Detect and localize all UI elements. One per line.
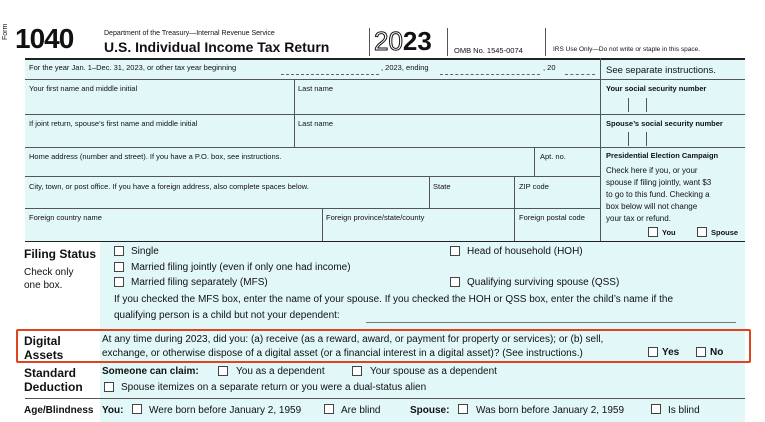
foreign-postal-label: Foreign postal code xyxy=(519,213,585,222)
home-address-label: Home address (number and street). If you have a P.O. box, see instructions. xyxy=(29,152,282,161)
campaign-line-3: to go to this fund. Checking a xyxy=(606,190,710,199)
tax-year-suffix: 23 xyxy=(402,26,432,56)
tax-year-label: For the year Jan. 1–Dec. 31, 2023, or other tax year beginning xyxy=(29,63,237,72)
spouse-blind-label: Is blind xyxy=(668,405,700,416)
campaign-you-label: You xyxy=(662,228,676,237)
single-label: Single xyxy=(131,246,159,257)
mfs-label: Married filing separately (MFS) xyxy=(131,277,268,288)
spouse-born-before-label: Was born before January 2, 1959 xyxy=(476,405,625,416)
campaign-you-checkbox[interactable] xyxy=(648,227,658,237)
spouse-itemizes-checkbox[interactable] xyxy=(104,382,114,392)
filing-status-note-2: qualifying person is a child but not your dependent: xyxy=(114,310,340,321)
apt-label: Apt. no. xyxy=(540,152,566,161)
mfs-checkbox[interactable] xyxy=(114,277,124,287)
filing-status-sub-2: one box. xyxy=(24,280,63,291)
filing-status-heading: Filing Status xyxy=(24,247,96,261)
filing-status-note-1: If you checked the MFS box, enter the name of your spouse. If you checked the HOH or QSS box, enter the child’s name if the xyxy=(114,294,673,305)
tax-year-ending-label: , 2023, ending xyxy=(381,63,429,72)
you-born-before-checkbox[interactable] xyxy=(132,404,142,414)
standard-deduction-heading-2: Deduction xyxy=(24,380,83,394)
spouse-as-dependent-checkbox[interactable] xyxy=(352,366,362,376)
qss-checkbox[interactable] xyxy=(450,277,460,287)
someone-can-claim-label: Someone can claim: xyxy=(102,366,199,377)
campaign-title: Presidential Election Campaign xyxy=(606,151,719,160)
digital-assets-question-2: exchange, or otherwise dispose of a digital asset (or a financial interest in a digital asset)? (See instructions.) xyxy=(102,348,583,359)
campaign-line-5: your tax or refund. xyxy=(606,214,671,223)
digital-assets-no-label: No xyxy=(710,347,724,358)
ssn-input[interactable] xyxy=(604,94,744,114)
home-address-input[interactable] xyxy=(27,162,532,175)
foreign-postal-input[interactable] xyxy=(516,223,598,240)
ssn-label: Your social security number xyxy=(606,84,707,93)
first-name-label: Your first name and middle initial xyxy=(29,84,138,93)
form-number: 1040 xyxy=(15,23,74,54)
digital-assets-heading-2: Assets xyxy=(24,348,64,362)
campaign-line-1: Check here if you, or your xyxy=(606,166,698,175)
see-instructions: See separate instructions. xyxy=(606,65,716,76)
spouse-first-name-label: If joint return, spouse’s first name and middle initial xyxy=(29,119,198,128)
campaign-line-2: spouse if filing jointly, want $3 xyxy=(606,178,712,187)
foreign-province-label: Foreign province/state/county xyxy=(326,213,425,222)
state-label: State xyxy=(433,182,451,191)
you-born-before-label: Were born before January 2, 1959 xyxy=(149,405,302,416)
foreign-country-label: Foreign country name xyxy=(29,213,102,222)
digital-assets-yes-label: Yes xyxy=(662,347,680,358)
standard-deduction-heading-1: Standard xyxy=(24,366,77,380)
tax-year-begin-field[interactable] xyxy=(281,74,379,75)
campaign-spouse-checkbox[interactable] xyxy=(697,227,707,237)
foreign-province-input[interactable] xyxy=(324,223,512,240)
foreign-country-input[interactable] xyxy=(27,223,320,240)
tax-year xyxy=(374,27,432,55)
spouse-ssn-input[interactable] xyxy=(604,129,744,147)
age-blindness-heading: Age/Blindness xyxy=(24,405,94,416)
qss-label: Qualifying surviving spouse (QSS) xyxy=(467,277,620,288)
digital-assets-heading-1: Digital xyxy=(24,334,61,348)
city-label: City, town, or post office. If you have a foreign address, also complete spaces below. xyxy=(29,182,309,191)
campaign-spouse-label: Spouse xyxy=(711,228,739,237)
you-blind-checkbox[interactable] xyxy=(324,404,334,414)
form-title: U.S. Individual Income Tax Return xyxy=(104,39,330,55)
last-name-label: Last name xyxy=(298,84,334,93)
hoh-checkbox[interactable] xyxy=(450,246,460,256)
spouse-as-dependent-label: Your spouse as a dependent xyxy=(370,366,497,377)
you-as-dependent-label: You as a dependent xyxy=(236,366,325,377)
spouse-last-name-input[interactable] xyxy=(296,129,598,147)
apt-input[interactable] xyxy=(536,162,598,175)
you-blind-label: Are blind xyxy=(341,405,381,416)
agency-name: Department of the Treasury—Internal Revenue Service xyxy=(104,30,275,37)
form-word: Form xyxy=(2,23,9,40)
spouse-blind-checkbox[interactable] xyxy=(651,404,661,414)
digital-assets-question-1: At any time during 2023, did you: (a) receive (as a reward, award, or payment for property or services); or (b) sell, xyxy=(102,334,604,345)
spouse-born-before-checkbox[interactable] xyxy=(458,404,468,414)
age-you-label: You: xyxy=(102,405,124,416)
zip-label: ZIP code xyxy=(519,182,549,191)
tax-year-end-field[interactable] xyxy=(440,74,540,75)
hoh-label: Head of household (HOH) xyxy=(467,246,583,257)
city-input[interactable] xyxy=(27,192,427,207)
digital-assets-highlight xyxy=(16,329,751,363)
single-checkbox[interactable] xyxy=(114,246,124,256)
mfj-checkbox[interactable] xyxy=(114,262,124,272)
irs-use-only: IRS Use Only—Do not write or staple in this space. xyxy=(553,46,701,53)
spouse-itemizes-label: Spouse itemizes on a separate return or you were a dual-status alien xyxy=(121,382,427,393)
tax-year-prefix: 20 xyxy=(374,26,403,56)
spouse-last-name-label: Last name xyxy=(298,119,334,128)
you-as-dependent-checkbox[interactable] xyxy=(218,366,228,376)
age-spouse-label: Spouse: xyxy=(410,405,450,416)
qualifying-person-name-input[interactable] xyxy=(366,307,736,323)
first-name-input[interactable] xyxy=(27,94,292,114)
spouse-first-name-input[interactable] xyxy=(27,129,292,147)
tax-year-end-year-field[interactable] xyxy=(565,74,595,75)
filing-status-sub-1: Check only xyxy=(24,267,74,278)
last-name-input[interactable] xyxy=(296,94,598,114)
spouse-ssn-label: Spouse’s social security number xyxy=(606,119,723,128)
zip-input[interactable] xyxy=(516,192,598,207)
mfj-label: Married filing jointly (even if only one had income) xyxy=(131,262,351,273)
form-header xyxy=(0,0,765,60)
tax-year-twenty: , 20 xyxy=(543,63,556,72)
state-input[interactable] xyxy=(431,192,512,207)
campaign-line-4: box below will not change xyxy=(606,202,698,211)
omb-number: OMB No. 1545-0074 xyxy=(454,46,523,55)
